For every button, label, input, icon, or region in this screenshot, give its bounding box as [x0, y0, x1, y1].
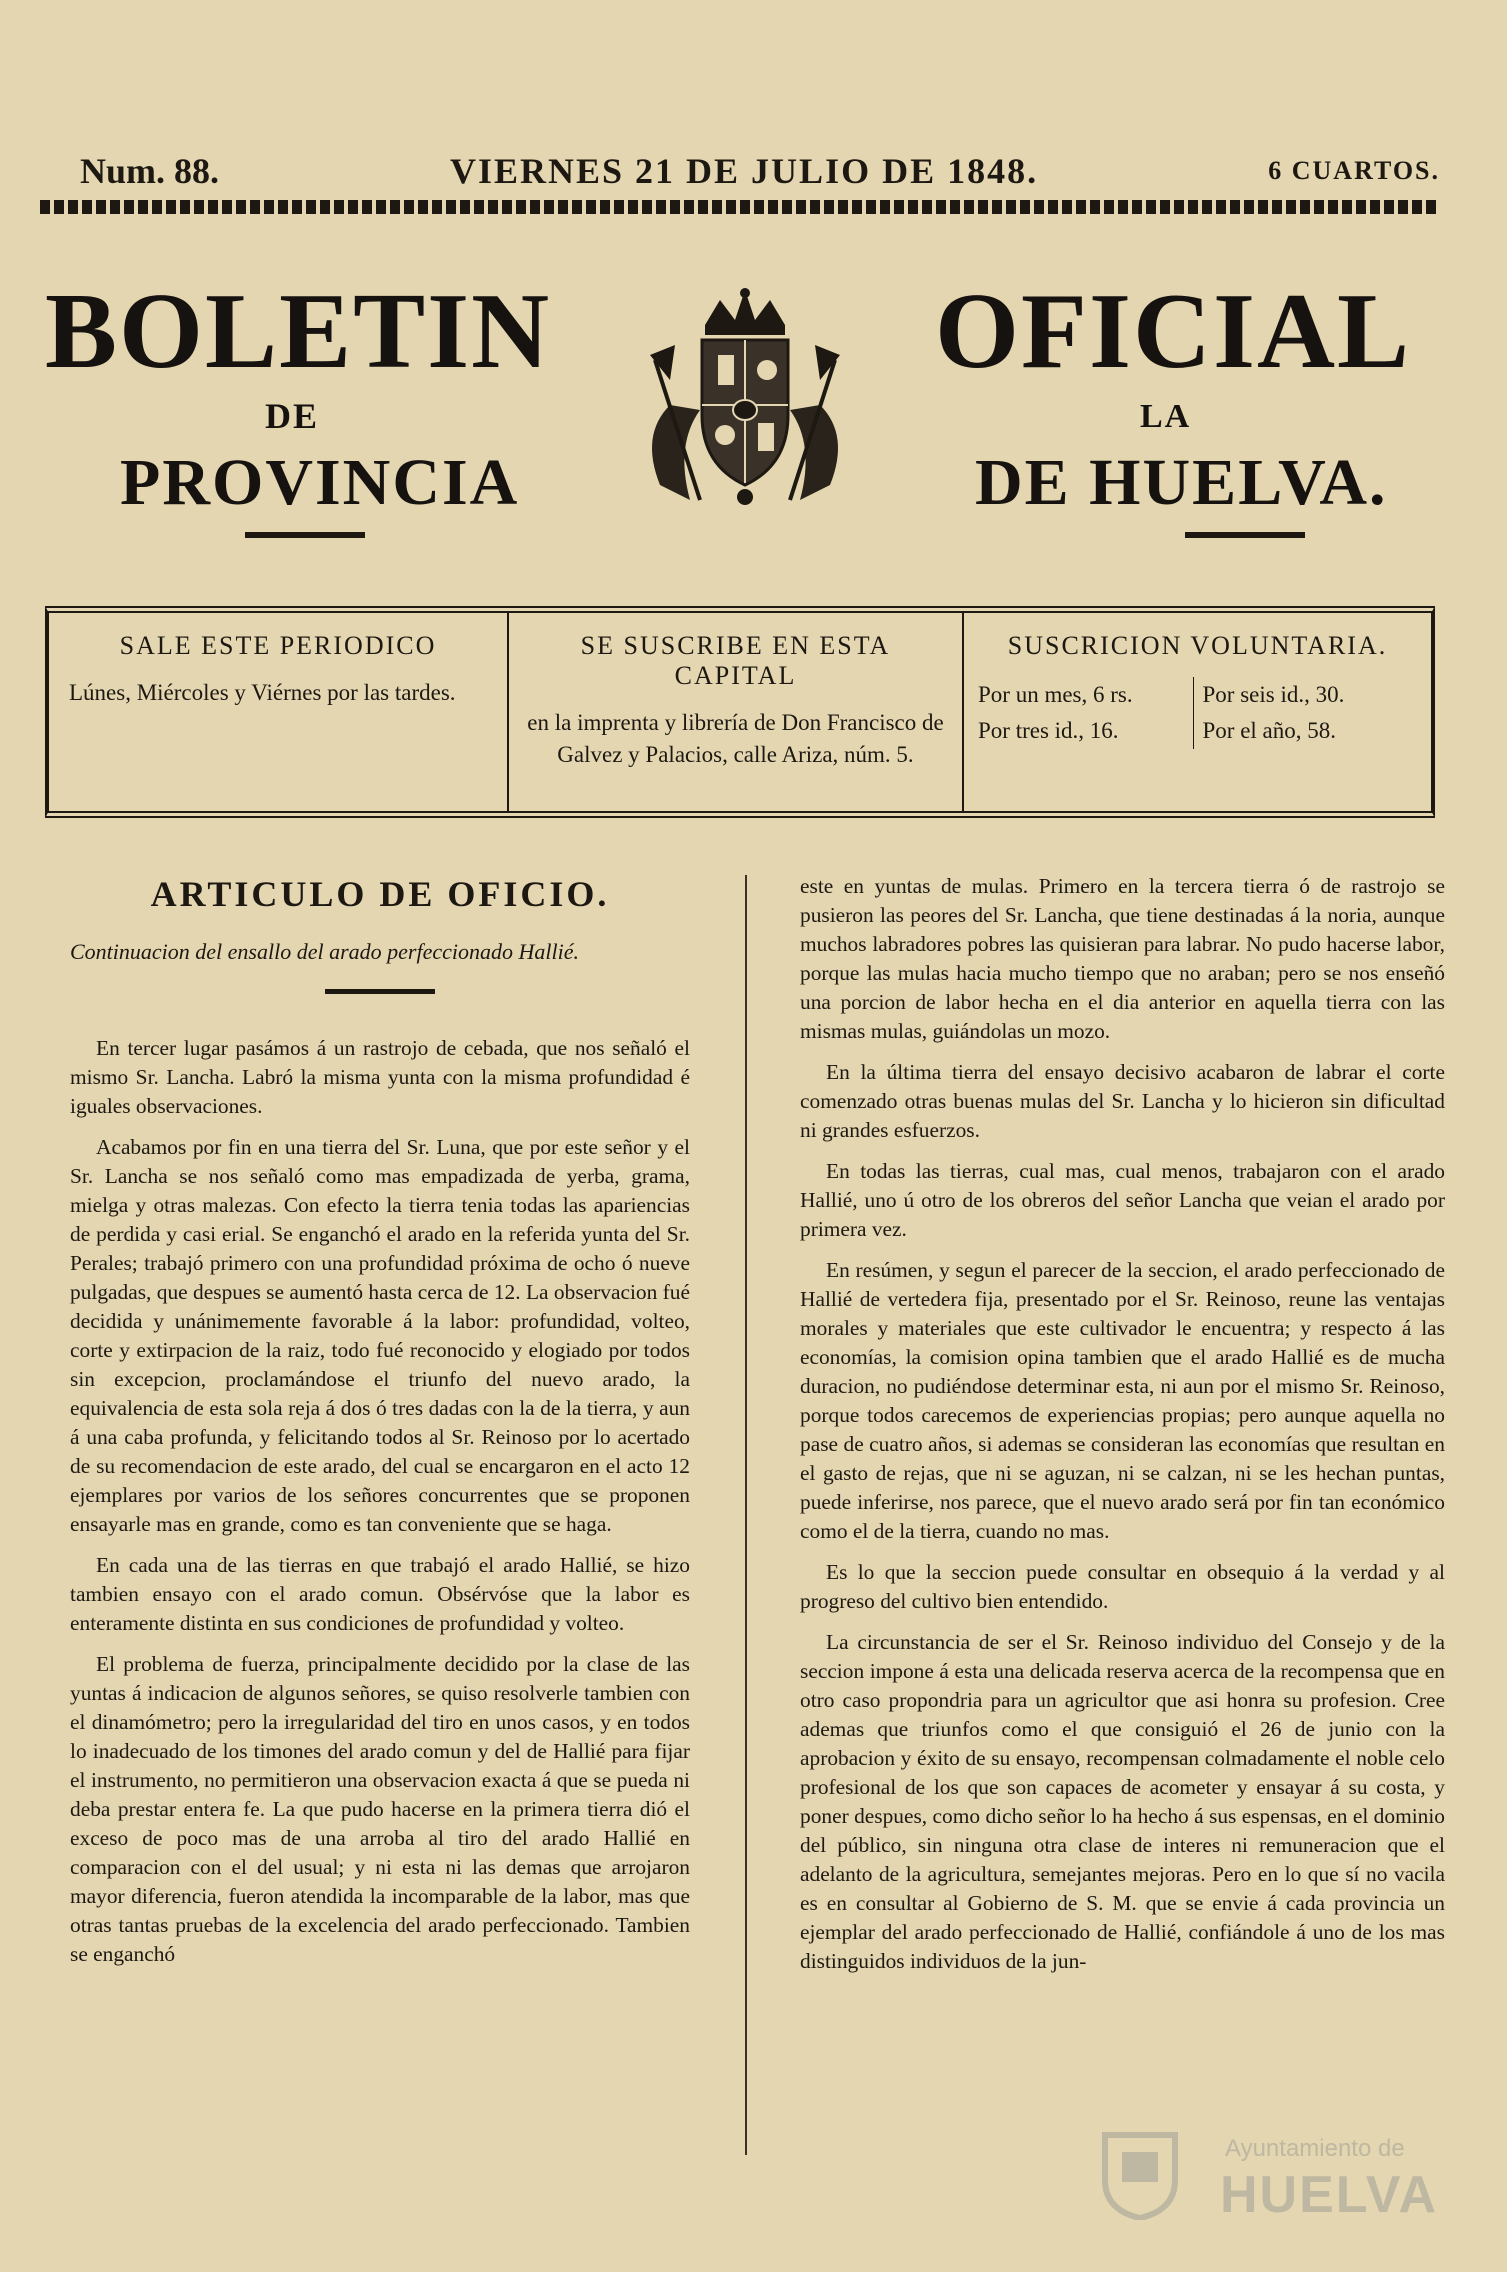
- title-divider: [325, 989, 435, 994]
- issue-price: 6 CUARTOS.: [1268, 156, 1440, 185]
- price-separator: [1193, 677, 1203, 713]
- masthead-underline-left: [245, 532, 365, 538]
- article-paragraph: El problema de fuerza, principalmente decidido por la clase de las yuntas á indicacion de algunos señores, se quiso resolverle tambien con el dinamómetro; pero la irregularidad del tiro en unos casos, y en todos lo inadecuado de los timones del arado comun y del de Hallié para fijar el instrumento, no permitieron una observacion exacta á que se pueda ni deba prestar entera fe. La que pudo hacerse en la primera tierra dió el exceso de poco mas de una arroba al tiro del arado Hallié en comparacion con el del usual; y ni esta ni las demas que arrojaron mayor diferencia, fueron atendida la incomparable de la labor, mas que otras tantas pruebas de la excelencia del arado perfeccionado. Tambien se enganchó: [70, 1652, 690, 1966]
- masthead-word-huelva: DE HUELVA.: [975, 446, 1388, 519]
- subscription-address: en la imprenta y librería de Don Francisco de Galvez y Palacios, calle Ariza, núm. 5.: [527, 710, 944, 767]
- watermark-line-2: HUELVA: [1220, 2166, 1439, 2224]
- publication-days: Lúnes, Miércoles y Viérnes por las tardes.: [69, 680, 456, 705]
- decorative-rule: [40, 200, 1440, 214]
- subscription-heading: SE SUSCRIBE EN ESTA CAPITAL: [580, 631, 891, 690]
- issue-line: [80, 150, 1440, 200]
- masthead-word-boletin: BOLETIN: [45, 272, 552, 391]
- issue-number: Num. 88.: [80, 151, 220, 191]
- masthead-word-de: DE: [265, 396, 320, 436]
- article-paragraph: Acabamos por fin en una tierra del Sr. Luna, que por este señor y el Sr. Lancha se nos señaló como mas empadizada de yerba, grama, mielga y otras malezas. Con efecto la tierra tenia todas las apariencias de perdida y casi erial. Se enganchó el arado en la referida yunta del Sr. Perales; trabajó primero con una profundidad próxima de ocho ó nueve pulgadas, que despues se aumentó hasta cerca de 12. La observacion fué decidida y unánimemente favorable á la labor: profundidad, volteo, corte y extirpacion de la raiz, todo fué reconocido y elogiado por todos sin excepcion, proclamándose el triunfo del nuevo arado, la equivalencia de esta sola reja á dos ó tres dadas con la de la tierra, y aun á una caba profunda, y felicitando todos al Sr. Reinoso por lo acertado de su recomendacion de este arado, del cual se encargaron en el acto 12 ejemplares por varios de los señores concurrentes que se proponen ensayarle mas en grande, como es tan conveniente que se haga.: [70, 1135, 690, 1536]
- masthead-word-provincia: PROVINCIA: [120, 446, 520, 519]
- watermark-line-1: Ayuntamiento de: [1225, 2135, 1405, 2162]
- issue-date: VIERNES 21 DE JULIO DE 1848.: [450, 151, 1039, 191]
- subscription-prices: [964, 613, 1431, 811]
- royal-coat-of-arms-icon: [630, 285, 860, 515]
- masthead: [40, 270, 1440, 560]
- article-paragraph: La circunstancia de ser el Sr. Reinoso individuo del Consejo y de la seccion impone á esta una delicada reserva acerca de la recompensa que en otro caso propondria para un agricultor que asi honra su profesion. Cree ademas que triunfos como el que consiguió el 26 de junio con la aprobacion y éxito de su ensayo, recompensan colmadamente el noble celo profesional de los que son capaces de acometer y ensayar á su costa, y poner despues, como dicho señor lo ha hecho á sus espensas, en el dominio del público, sin ninguna otra clase de interes ni remuneracion que el adelanto de la agricultura, semejantes mejoras. Pero en lo que sí no vacila es en consultar al Gobierno de S. M. que se envie á cada provincia un ejemplar del arado perfeccionado de Hallié, confiándole á uno de los mas distinguidos individuos de la jun-: [800, 1630, 1445, 1973]
- city-shield-icon: [1100, 2130, 1180, 2220]
- article-paragraph: En cada una de las tierras en que trabajó el arado Hallié, se hizo tambien ensayo con el arado comun. Obsérvóse que la labor es enteramente distinta en sus condiciones de profundidad y volteo.: [70, 1553, 690, 1635]
- article-column-left: [70, 868, 690, 1981]
- masthead-underline-right: [1185, 532, 1305, 538]
- price-separator: [1193, 713, 1203, 749]
- column-divider: [745, 875, 747, 2155]
- article-title: ARTICULO DE OFICIO.: [150, 874, 610, 914]
- article-paragraph: Es lo que la seccion puede consultar en obsequio á la verdad y al progreso del cultivo bien entendido.: [800, 1560, 1445, 1613]
- subscription-location: [509, 613, 964, 811]
- price-grid: [978, 677, 1417, 749]
- price-six-months: Por seis id., 30.: [1202, 682, 1345, 707]
- article-paragraph: En resúmen, y segun el parecer de la seccion, el arado perfeccionado de Hallié de vertedera fija, presentado por el Sr. Reinoso, reune las ventajas morales y materiales que este cultivador le encuentra; y respecto á las economías, la comision opina tambien que el arado Hallié es de mucha duracion, no pudiéndose determinar esta, ni aun por el mismo Sr. Reinoso, porque todos carecemos de experiencias propias; pero aunque aquella no pase de cuatro años, si ademas se consideran las economías que resultan en el gasto de rejas, que ni se aguzan, ni se calzan, ni se les hechan puntas, puede inferirse, nos parece, que el nuevo arado será por fin tan económico como el de la tierra, cuando no mas.: [800, 1258, 1445, 1543]
- publication-schedule: [49, 613, 509, 811]
- article-paragraph: este en yuntas de mulas. Primero en la tercera tierra ó de rastrojo se pusieron las peores del Sr. Lancha, que tiene destinadas á la noria, aunque muchos labradores pobres las quisieran para labrar. No pudo hacerse labor, porque las mulas hacia mucho tiempo que no araban; pero se nos enseñó una porcion de labor hecha en el dia anterior en aquella tierra con las mismas mulas, guiándolas un mozo.: [800, 874, 1445, 1043]
- publication-info-box: [45, 606, 1435, 818]
- masthead-word-oficial: OFICIAL: [935, 272, 1412, 391]
- article-column-right: [800, 872, 1445, 1988]
- article-paragraph: En tercer lugar pasámos á un rastrojo de cebada, que nos señaló el mismo Sr. Lancha. Labró la misma yunta con la misma profundidad é iguales observaciones.: [70, 1036, 690, 1118]
- article-subtitle: Continuacion del ensallo del arado perfeccionado Hallié.: [70, 939, 579, 964]
- archive-watermark: [1100, 2120, 1460, 2230]
- price-one-month: Por un mes, 6 rs.: [978, 682, 1133, 707]
- article-paragraph: En la última tierra del ensayo decisivo acabaron de labrar el corte comenzado otras buenas mulas del Sr. Lancha y lo hicieron sin dificultad ni grandes esfuerzos.: [800, 1060, 1445, 1142]
- publication-heading: SALE ESTE PERIODICO: [119, 631, 437, 660]
- article-paragraph: En todas las tierras, cual mas, cual menos, trabajaron con el arado Hallié, uno ú otro de los obreros del señor Lancha que veian el arado por primera vez.: [800, 1159, 1445, 1241]
- masthead-word-la: LA: [1140, 398, 1192, 435]
- price-three-months: Por tres id., 16.: [978, 718, 1119, 743]
- price-one-year: Por el año, 58.: [1202, 718, 1337, 743]
- voluntary-heading: SUSCRICION VOLUNTARIA.: [1007, 631, 1388, 660]
